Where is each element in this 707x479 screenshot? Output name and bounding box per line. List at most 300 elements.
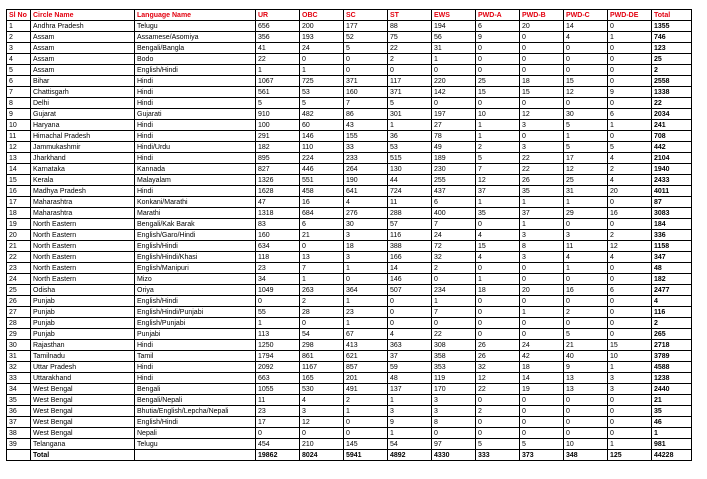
table-cell: Hindi <box>135 131 256 142</box>
table-row <box>7 318 692 329</box>
column-header: Total <box>652 10 692 21</box>
table-row <box>7 98 692 109</box>
table-cell: 1628 <box>256 186 300 197</box>
table-cell: 4 <box>476 230 520 241</box>
table-cell: 177 <box>344 21 388 32</box>
table-cell: 30 <box>564 109 608 120</box>
table-cell: 6 <box>608 109 652 120</box>
table-cell: 118 <box>256 252 300 263</box>
table-cell: 9 <box>476 32 520 43</box>
table-cell: 5 <box>388 98 432 109</box>
table-cell: 1 <box>608 32 652 43</box>
table-cell: 353 <box>432 362 476 373</box>
table-cell: 72 <box>432 241 476 252</box>
table-cell: 446 <box>300 164 344 175</box>
table-cell: 22 <box>520 153 564 164</box>
table-cell: 28 <box>300 307 344 318</box>
table-cell: 12 <box>564 87 608 98</box>
table-cell: 621 <box>344 351 388 362</box>
table-cell: 2104 <box>652 153 692 164</box>
table-cell: 0 <box>476 43 520 54</box>
table-cell: 18 <box>344 241 388 252</box>
table-cell: Hindi <box>135 153 256 164</box>
table-cell: 663 <box>256 373 300 384</box>
table-cell: Himachal Pradesh <box>31 131 135 142</box>
table-cell: 200 <box>300 21 344 32</box>
table-cell: 4 <box>652 296 692 307</box>
table-cell: 388 <box>388 241 432 252</box>
table-cell: Bihar <box>31 76 135 87</box>
table-cell: Kannada <box>135 164 256 175</box>
table-cell: 0 <box>520 428 564 439</box>
table-cell: 3 <box>388 406 432 417</box>
table-cell: 190 <box>344 175 388 186</box>
table-cell: 0 <box>476 307 520 318</box>
table-cell: 146 <box>300 131 344 142</box>
table-cell: 23 <box>344 307 388 318</box>
table-row <box>7 384 692 395</box>
table-cell: 5 <box>564 329 608 340</box>
table-cell: 5 <box>7 65 31 76</box>
table-cell: 0 <box>300 241 344 252</box>
table-cell: West Bengal <box>31 384 135 395</box>
table-cell: 0 <box>520 131 564 142</box>
table-cell: 34 <box>7 384 31 395</box>
table-cell: 4 <box>608 175 652 186</box>
table-cell: 67 <box>344 329 388 340</box>
table-cell: 0 <box>608 131 652 142</box>
table-row <box>7 120 692 131</box>
table-cell: 35 <box>652 406 692 417</box>
table-row <box>7 252 692 263</box>
table-cell: 3 <box>520 142 564 153</box>
table-cell: 0 <box>564 219 608 230</box>
table-cell: Punjab <box>31 307 135 318</box>
table-cell: 0 <box>388 307 432 318</box>
table-cell: 13 <box>300 252 344 263</box>
table-cell: Hindi <box>135 186 256 197</box>
table-cell: 18 <box>520 362 564 373</box>
table-cell: 2718 <box>652 340 692 351</box>
table-cell: 413 <box>344 340 388 351</box>
table-cell: Hindi <box>135 373 256 384</box>
table-cell: 0 <box>388 318 432 329</box>
table-cell: 55 <box>256 307 300 318</box>
total-cell: 8024 <box>300 450 344 461</box>
table-cell: 1 <box>7 21 31 32</box>
table-cell: 23 <box>256 406 300 417</box>
table-cell: 1158 <box>652 241 692 252</box>
table-cell: 2433 <box>652 175 692 186</box>
table-cell: Hindi <box>135 120 256 131</box>
table-cell: 0 <box>564 65 608 76</box>
table-cell: 241 <box>652 120 692 131</box>
table-row <box>7 296 692 307</box>
table-cell: Hindi/Urdu <box>135 142 256 153</box>
table-cell: 4 <box>608 252 652 263</box>
table-cell: 4 <box>564 32 608 43</box>
column-header: UR <box>256 10 300 21</box>
column-header: Circle Name <box>31 10 135 21</box>
table-cell: 3789 <box>652 351 692 362</box>
table-cell: 0 <box>300 54 344 65</box>
table-cell: 137 <box>388 384 432 395</box>
table-cell: 20 <box>520 285 564 296</box>
table-cell: 2440 <box>652 384 692 395</box>
table-cell: 9 <box>564 362 608 373</box>
table-cell: 371 <box>344 76 388 87</box>
table-cell: 0 <box>608 98 652 109</box>
table-cell: Andhra Pradesh <box>31 21 135 32</box>
table-cell: 32 <box>476 362 520 373</box>
table-cell: 442 <box>652 142 692 153</box>
table-cell: 634 <box>256 241 300 252</box>
table-cell: 641 <box>344 186 388 197</box>
table-row <box>7 285 692 296</box>
table-cell: 119 <box>432 373 476 384</box>
table-cell: 233 <box>344 153 388 164</box>
table-cell: 35 <box>7 395 31 406</box>
table-cell: 6 <box>432 197 476 208</box>
table-cell: Malayalam <box>135 175 256 186</box>
table-cell: 34 <box>256 274 300 285</box>
table-cell: 0 <box>520 406 564 417</box>
table-cell: 1 <box>476 131 520 142</box>
table-cell: North Eastern <box>31 219 135 230</box>
table-cell: 347 <box>652 252 692 263</box>
table-cell: 0 <box>608 21 652 32</box>
table-cell: 1 <box>256 318 300 329</box>
table-cell: Hindi <box>135 98 256 109</box>
table-cell: 1 <box>476 120 520 131</box>
table-row <box>7 197 692 208</box>
table-cell: 160 <box>256 230 300 241</box>
table-cell: Tamilnadu <box>31 351 135 362</box>
table-row <box>7 54 692 65</box>
table-cell: 0 <box>608 406 652 417</box>
table-cell: 3 <box>520 252 564 263</box>
table-cell: Maharashtra <box>31 208 135 219</box>
table-cell: 364 <box>344 285 388 296</box>
table-cell: 18 <box>476 285 520 296</box>
table-cell: 23 <box>256 263 300 274</box>
table-cell: 276 <box>344 208 388 219</box>
table-cell: 117 <box>388 76 432 87</box>
table-cell: 35 <box>476 208 520 219</box>
table-cell: Bengali/Nepali <box>135 395 256 406</box>
table-cell: 0 <box>476 428 520 439</box>
table-cell: 288 <box>388 208 432 219</box>
table-cell: 0 <box>344 65 388 76</box>
table-cell: 2 <box>476 406 520 417</box>
table-cell: Assam <box>31 43 135 54</box>
table-cell: 42 <box>520 351 564 362</box>
table-cell: 3 <box>7 43 31 54</box>
table-cell: 2 <box>564 307 608 318</box>
table-cell: 0 <box>608 43 652 54</box>
table-row <box>7 109 692 120</box>
table-cell: 21 <box>300 230 344 241</box>
table-cell: 0 <box>608 307 652 318</box>
table-cell: 83 <box>256 219 300 230</box>
table-cell: 10 <box>608 351 652 362</box>
table-cell: 0 <box>520 329 564 340</box>
table-row <box>7 263 692 274</box>
table-cell: 1 <box>564 197 608 208</box>
table-row <box>7 406 692 417</box>
table-cell: 36 <box>388 131 432 142</box>
table-cell: 1 <box>432 296 476 307</box>
table-cell: 3 <box>564 230 608 241</box>
table-cell: 100 <box>256 120 300 131</box>
table-cell: 1250 <box>256 340 300 351</box>
table-cell: 37 <box>7 417 31 428</box>
table-cell: English/Hindi <box>135 296 256 307</box>
table-cell: 265 <box>652 329 692 340</box>
table-row <box>7 307 692 318</box>
table-cell: 22 <box>520 164 564 175</box>
table-cell: 2 <box>652 318 692 329</box>
table-cell: 75 <box>388 32 432 43</box>
table-cell: 27 <box>432 120 476 131</box>
table-cell: North Eastern <box>31 230 135 241</box>
column-header: ST <box>388 10 432 21</box>
table-cell: 5 <box>564 120 608 131</box>
table-cell: 12 <box>476 373 520 384</box>
table-cell: 11 <box>7 131 31 142</box>
table-cell: 41 <box>256 43 300 54</box>
table-cell: 0 <box>344 428 388 439</box>
table-cell: 530 <box>300 384 344 395</box>
table-cell: 22 <box>652 98 692 109</box>
table-cell: 87 <box>652 197 692 208</box>
table-cell: 827 <box>256 164 300 175</box>
table-cell: 17 <box>564 153 608 164</box>
table-cell: 684 <box>300 208 344 219</box>
table-cell: 1167 <box>300 362 344 373</box>
table-row <box>7 428 692 439</box>
table-cell: 0 <box>564 296 608 307</box>
table-cell: 2092 <box>256 362 300 373</box>
table-cell: 6 <box>608 285 652 296</box>
table-cell: 3 <box>344 230 388 241</box>
table-cell: 11 <box>256 395 300 406</box>
table-cell: Nepali <box>135 428 256 439</box>
table-cell: 24 <box>432 230 476 241</box>
table-cell: 15 <box>608 340 652 351</box>
table-cell: 1 <box>652 428 692 439</box>
table-cell: 9 <box>608 87 652 98</box>
table-cell: 14 <box>388 263 432 274</box>
table-cell: 25 <box>652 54 692 65</box>
table-cell: West Bengal <box>31 406 135 417</box>
table-cell: 1 <box>608 120 652 131</box>
table-cell: 1338 <box>652 87 692 98</box>
table-cell: 0 <box>608 329 652 340</box>
table-cell: 16 <box>300 197 344 208</box>
table-cell: 4 <box>608 153 652 164</box>
table-cell: 20 <box>608 186 652 197</box>
table-cell: 358 <box>432 351 476 362</box>
table-cell: 2 <box>7 32 31 43</box>
table-cell: 31 <box>7 351 31 362</box>
table-cell: 4 <box>344 197 388 208</box>
table-cell: 5 <box>476 439 520 450</box>
table-cell: 507 <box>388 285 432 296</box>
table-cell: 0 <box>432 428 476 439</box>
table-row <box>7 153 692 164</box>
table-cell: 31 <box>564 186 608 197</box>
table-row <box>7 175 692 186</box>
table-cell: 37 <box>476 186 520 197</box>
table-cell: 0 <box>476 54 520 65</box>
table-cell: 19 <box>7 219 31 230</box>
table-row <box>7 274 692 285</box>
table-cell: Jammukashmir <box>31 142 135 153</box>
table-cell: 22 <box>388 43 432 54</box>
table-cell: 32 <box>7 362 31 373</box>
table-cell: 12 <box>7 142 31 153</box>
table-cell: 0 <box>432 65 476 76</box>
table-cell: 0 <box>608 296 652 307</box>
table-cell: 0 <box>564 395 608 406</box>
table-cell: 0 <box>432 274 476 285</box>
table-cell: 301 <box>388 109 432 120</box>
table-cell: 857 <box>344 362 388 373</box>
table-cell: 10 <box>476 109 520 120</box>
table-cell: 0 <box>300 318 344 329</box>
table-cell: 0 <box>564 54 608 65</box>
table-cell: 1 <box>608 439 652 450</box>
table-cell: 0 <box>476 65 520 76</box>
table-cell: 5 <box>300 98 344 109</box>
table-row <box>7 362 692 373</box>
total-cell: Total <box>31 450 135 461</box>
column-header: OBC <box>300 10 344 21</box>
table-cell: 6 <box>300 219 344 230</box>
table-cell: 0 <box>256 428 300 439</box>
table-cell: 25 <box>564 175 608 186</box>
table-cell: North Eastern <box>31 241 135 252</box>
table-cell: 0 <box>344 54 388 65</box>
table-cell: 0 <box>564 98 608 109</box>
table-cell: 2558 <box>652 76 692 87</box>
table-cell: 25 <box>7 285 31 296</box>
table-cell: 54 <box>388 439 432 450</box>
table-cell: 14 <box>564 21 608 32</box>
table-cell: 54 <box>300 329 344 340</box>
table-cell: 13 <box>564 384 608 395</box>
table-cell: 57 <box>388 219 432 230</box>
table-cell: 113 <box>256 329 300 340</box>
table-cell: 12 <box>608 241 652 252</box>
column-header: Language Name <box>135 10 256 21</box>
table-cell: 4588 <box>652 362 692 373</box>
table-cell: 201 <box>344 373 388 384</box>
table-cell: 8 <box>520 241 564 252</box>
table-cell: 32 <box>432 252 476 263</box>
table-cell: 4 <box>7 54 31 65</box>
table-cell: 24 <box>520 340 564 351</box>
table-cell: 1 <box>520 307 564 318</box>
table-cell: 14 <box>7 164 31 175</box>
table-cell: 40 <box>564 351 608 362</box>
table-cell: 48 <box>652 263 692 274</box>
table-cell: 1 <box>344 296 388 307</box>
table-cell: 14 <box>520 373 564 384</box>
table-cell: 39 <box>7 439 31 450</box>
table-cell: 1326 <box>256 175 300 186</box>
table-cell: 458 <box>300 186 344 197</box>
column-header: Sl No <box>7 10 31 21</box>
table-cell: 30 <box>7 340 31 351</box>
table-cell: 20 <box>520 21 564 32</box>
table-cell: 24 <box>7 274 31 285</box>
table-cell: 7 <box>432 219 476 230</box>
table-cell: Maharashtra <box>31 197 135 208</box>
table-cell: 2 <box>300 296 344 307</box>
table-cell: 38 <box>7 428 31 439</box>
table-cell: English/Hindi <box>135 65 256 76</box>
column-header: SC <box>344 10 388 21</box>
table-cell: 28 <box>7 318 31 329</box>
table-cell: Hindi <box>135 362 256 373</box>
table-cell: Punjab <box>31 329 135 340</box>
table-cell: 0 <box>476 219 520 230</box>
table-cell: 4011 <box>652 186 692 197</box>
table-cell: 220 <box>432 76 476 87</box>
table-cell: 0 <box>520 296 564 307</box>
table-cell: 0 <box>520 54 564 65</box>
table-cell: 0 <box>344 417 388 428</box>
table-cell: 5 <box>608 142 652 153</box>
table-cell: 2 <box>608 164 652 175</box>
table-cell: Hindi <box>135 76 256 87</box>
table-cell: 0 <box>432 98 476 109</box>
table-cell: 10 <box>7 120 31 131</box>
table-cell: English/Hindi <box>135 417 256 428</box>
table-cell: 142 <box>432 87 476 98</box>
table-row <box>7 340 692 351</box>
table-cell: 26 <box>476 351 520 362</box>
table-cell: 561 <box>256 87 300 98</box>
table-row <box>7 439 692 450</box>
table-cell: 123 <box>652 43 692 54</box>
table-cell: 482 <box>300 109 344 120</box>
table-cell: 1 <box>432 54 476 65</box>
table-cell: Bodo <box>135 54 256 65</box>
table-cell: 336 <box>652 230 692 241</box>
table-cell: 13 <box>564 373 608 384</box>
table-cell: 13 <box>7 153 31 164</box>
column-header: EWS <box>432 10 476 21</box>
table-cell: 7 <box>476 164 520 175</box>
table-cell: 1055 <box>256 384 300 395</box>
total-cell <box>7 450 31 461</box>
table-cell: 263 <box>300 285 344 296</box>
table-cell: 0 <box>520 43 564 54</box>
table-cell: North Eastern <box>31 263 135 274</box>
table-cell: 1 <box>520 197 564 208</box>
table-cell: 1238 <box>652 373 692 384</box>
table-cell: 130 <box>388 164 432 175</box>
table-cell: 1067 <box>256 76 300 87</box>
table-cell: Telugu <box>135 21 256 32</box>
table-cell: 7 <box>300 263 344 274</box>
table-cell: 1318 <box>256 208 300 219</box>
table-cell: Bengali <box>135 384 256 395</box>
table-cell: 26 <box>520 175 564 186</box>
